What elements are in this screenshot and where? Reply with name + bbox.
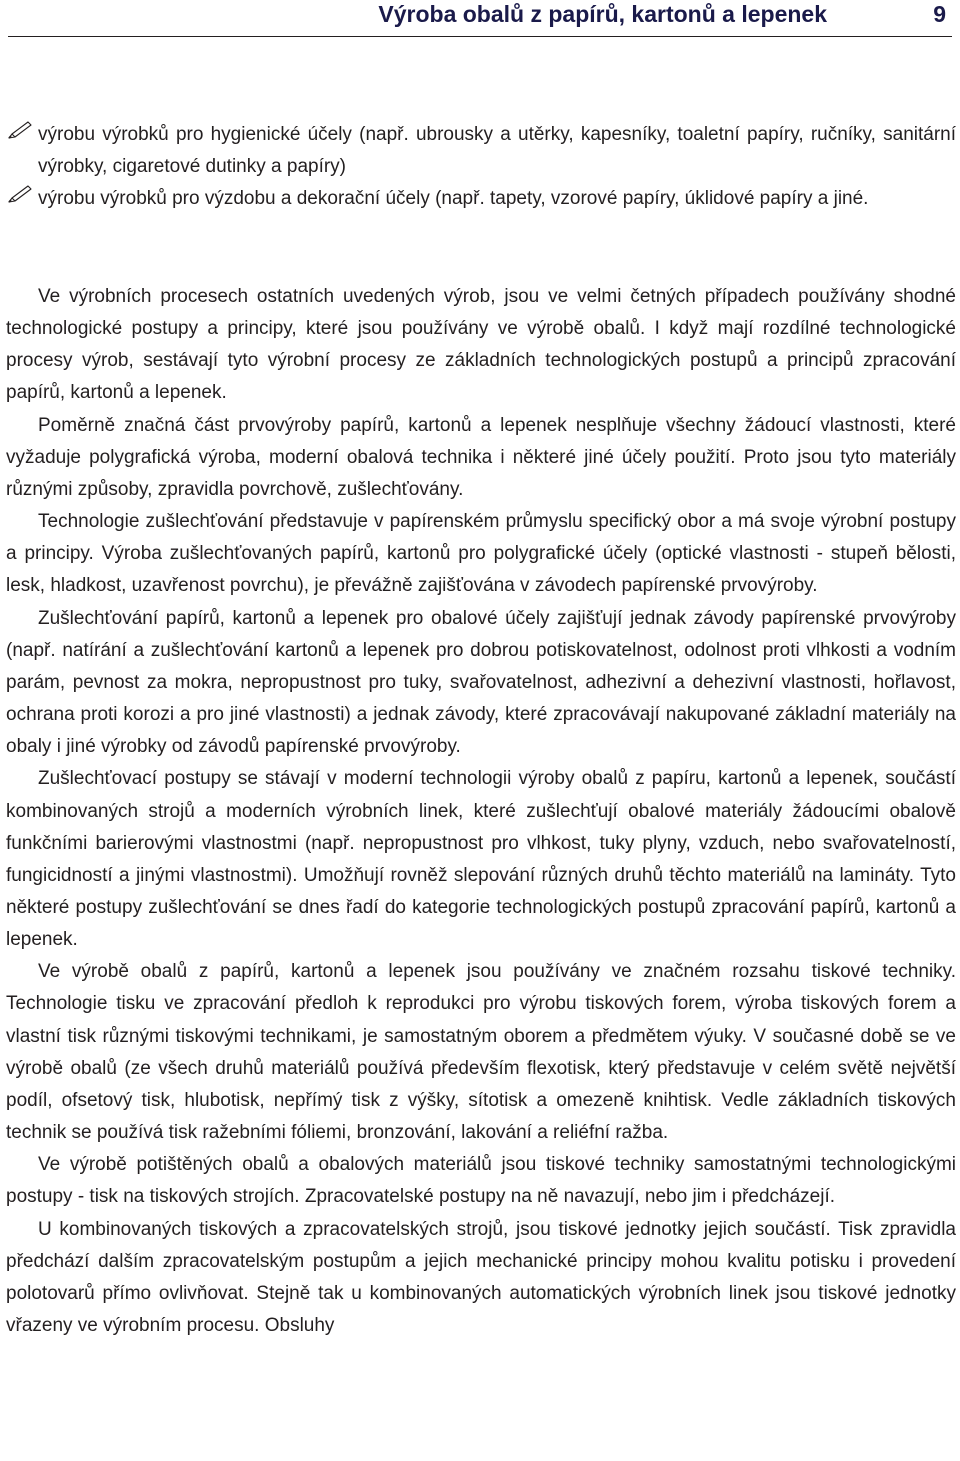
bullet-text: výrobu výrobků pro výzdobu a dekorační účely (např. tapety, vzorové papíry, úklidové papíry a jiné. [38, 188, 869, 209]
paragraph: Zušlechťovací postupy se stávají v moderní technologii výroby obalů z papíru, kartonů a lepenek, součástí kombinovaných strojů a moderních výrobních linek, které zušlechťují obalové materiály žádoucími obalově funkčními barierovými vlastnostmi (např. nepropustnost pro vlhkost, tuky plyny, vzduch, nebo svařovatelností, fungicidností a jinými vlastnostmi). Umožňují rovněž slepování různých druhů těchto materiálů na lamináty. Tyto některé postupy zušlechťování se dnes řadí do kategorie technologických postupů zpracování papírů, kartonů a lepenek. [6, 768, 956, 951]
bullet-list [6, 119, 956, 215]
running-title: Výroba obalů z papírů, kartonů a lepenek [378, 1, 827, 27]
bullet-item [6, 183, 956, 215]
paragraph: Ve výrobních procesech ostatních uvedených výrob, jsou ve velmi četných případech používány shodné technologické postupy a principy, které jsou používány ve výrobě obalů. I když mají rozdílné technologické procesy výrob, sestávají tyto výrobní procesy ze základních technologických postupů a principů zpracování papírů, kartonů a lepenek. [6, 286, 956, 404]
paragraph: Poměrně značná část prvovýroby papírů, kartonů a lepenek nesplňuje všechny žádoucí vlastnosti, které vyžaduje polygrafická výroba, moderní obalová technika i některé jiné účely použití. Proto jsou tyto materiály různými způsoby, zpravidla povrchově, zušlechťovány. [6, 414, 956, 500]
pencil-icon [6, 119, 34, 141]
paragraph: Ve výrobě potištěných obalů a obalových materiálů jsou tiskové techniky samostatnými technologickými postupy - tisk na tiskových strojích. Zpracovatelské postupy na ně navazují, nebo jim i předcházejí. [6, 1154, 956, 1208]
paragraph: U kombinovaných tiskových a zpracovatelských strojů, jsou tiskové jednotky jejich součástí. Tisk zpravidla předchází dalším zpracovatelským postupům a jejich mechanické principy mohou kvalitu potisku i provedení polotovarů přímo ovlivňovat. Stejně tak u kombinovaných automatických výrobních linek jsou tiskové jednotky vřazeny ve výrobním procesu. Obsluhy [6, 1218, 956, 1336]
bullet-item [6, 119, 956, 183]
paragraph: Zušlechťování papírů, kartonů a lepenek pro obalové účely zajišťují jednak závody papírenské prvovýroby (např. natírání a zušlechťování kartonů a lepenek pro dobrou potiskovatelnost, odolnost proti vlhkosti a vodním parám, pevnost za mokra, nepropustnost pro tuky, svařovatelnost, adhezivní a dehezivní vlastnosti, hořlavost, ochrana proti korozi a pro jiné vlastnosti) a jednak závody, které zpracovávají nakupované základní materiály na obaly i jiné výrobky od závodů papírenské prvovýroby. [6, 607, 956, 758]
page-header [8, 0, 952, 37]
pencil-icon [6, 183, 34, 205]
bullet-text: výrobu výrobků pro hygienické účely (např. ubrousky a utěrky, kapesníky, toaletní papíry, ručníky, sanitární výrobky, cigaretové dutinky a papíry) [38, 124, 956, 177]
paragraph: Ve výrobě obalů z papírů, kartonů a lepenek jsou používány ve značném rozsahu tiskové techniky. Technologie tisku ve zpracování předloh k reprodukci pro výrobu tiskových forem, výroba tiskových forem a vlastní tisk různými tiskovými technikami, je samostatným oborem a předmětem výuky. V současné době se ve výrobě obalů (ze všech druhů materiálů používá především flexotisk, který představuje v celém světě největší podíl, ofsetový tisk, hlubotisk, nepřímý tisk z výšky, sítotisk a omezeně knihtisk. Vedle základních tiskových technik se používá tisk ražebními fóliemi, bronzování, lakování a reliéfní ražba. [6, 961, 956, 1144]
paragraph: Technologie zušlechťování představuje v papírenském průmyslu specifický obor a má svoje výrobní postupy a principy. Výroba zušlechťovaných papírů, kartonů pro polygrafické účely (optické vlastnosti - stupeň bělosti, lesk, hladkost, uzavřenost povrchu), je převážně zajišťována v závodech papírenské prvovýroby. [6, 511, 956, 597]
body-text [6, 281, 956, 1342]
page-number: 9 [933, 1, 946, 27]
